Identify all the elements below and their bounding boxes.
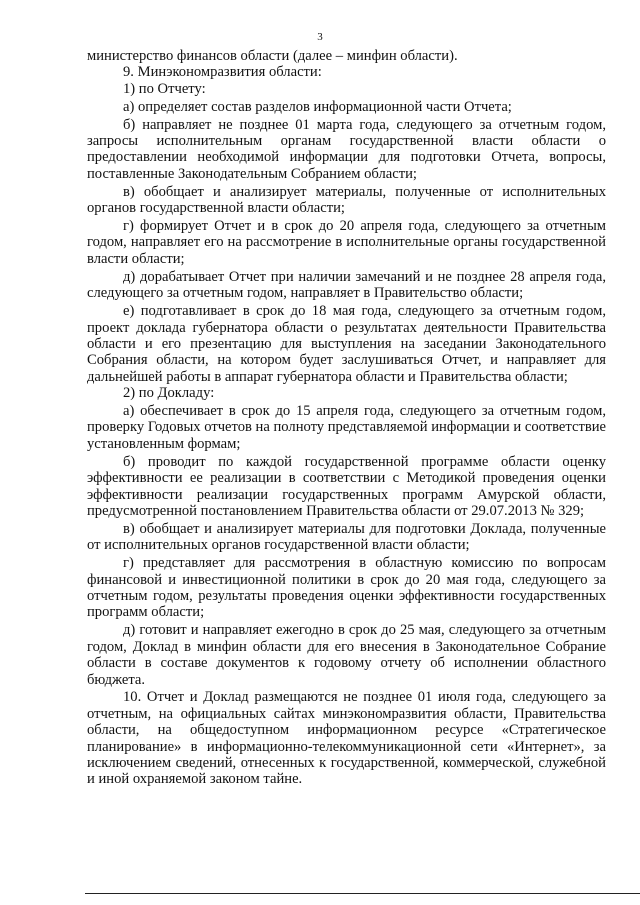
paragraph-doklad-d: д) готовит и направляет ежегодно в срок до 25 мая, следующего за отчетным годом, Доклад в минфин области для его внесения в Законодательное Собрание области в составе документов к годовому отчету об исполнении областного бюджета. (87, 622, 606, 688)
paragraph-report-e: е) подготавливает в срок до 18 мая года, следующего за отчетным годом, проект доклада губернатора области о результатах деятельности Правительства области и его презентацию для выступления на заседании Законодательного Собрания области, на котором будет заслушиваться Отчет, и направляет для дальнейшей работы в аппарат губернатора области и Правительства области; (87, 303, 606, 385)
document-body (87, 48, 606, 788)
paragraph-item-9: 9. Минэкономразвития области: (123, 64, 322, 81)
paragraph-doklad-v: в) обобщает и анализирует материалы для подготовки Доклада, полученные от исполнительных органов государственной власти области; (87, 520, 606, 554)
paragraph-report-a: а) определяет состав разделов информационной части Отчета; (123, 98, 512, 115)
bottom-rule (85, 893, 640, 894)
paragraph-doklad-a: а) обеспечивает в срок до 15 апреля года, следующего за отчетным годом, проверку Годовых отчетов на полноту представляемой информации и соответствие установленным формам; (87, 403, 606, 452)
paragraph-doklad-g: г) представляет для рассмотрения в областную комиссию по вопросам финансовой и инвестиционной политики в срок до 20 мая года, следующего за отчетным годом, результаты проведения оценки эффективности государственных программ области; (87, 555, 606, 621)
paragraph-subitem-doklad: 2) по Докладу: (123, 385, 215, 402)
paragraph-report-d: д) дорабатывает Отчет при наличии замечаний и не позднее 28 апреля года, следующего за отчетным годом, направляет в Правительство области; (87, 268, 606, 302)
paragraph-subitem-report: 1) по Отчету: (123, 80, 206, 97)
paragraph-report-b: б) направляет не позднее 01 марта года, следующего за отчетным годом, запросы исполнительным органам государственной власти области о предоставлении необходимой информации для подготовки Отчета, вопросы, поставленные Законодательным Собранием области; (87, 116, 606, 182)
paragraph-intro: министерство финансов области (далее – минфин области). (87, 48, 458, 64)
paragraph-report-v: в) обобщает и анализирует материалы, полученные от исполнительных органов государственной власти области; (87, 183, 606, 217)
paragraph-item-10: 10. Отчет и Доклад размещаются не позднее 01 июля года, следующего за отчетным, на официальных сайтах минэкономразвития области, Правительства области, на общедоступном информационном ресурсе «Стратегическое планирование» в информационно-телекоммуникационной сети «Интернет», за исключением сведений, отнесенных к государственной, коммерческой, служебной и иной охраняемой законом тайне. (87, 689, 606, 788)
paragraph-doklad-b: б) проводит по каждой государственной программе области оценку эффективности ее реализации в соответствии с Методикой проведения оценки эффективности реализации государственных программ Амурской области, предусмотренной постановлением Правительства области от 29.07.2013 № 329; (87, 453, 606, 519)
page-number: 3 (317, 31, 323, 43)
paragraph-report-g: г) формирует Отчет и в срок до 20 апреля года, следующего за отчетным годом, направляет его на рассмотрение в исполнительные органы государственной власти области; (87, 218, 606, 267)
